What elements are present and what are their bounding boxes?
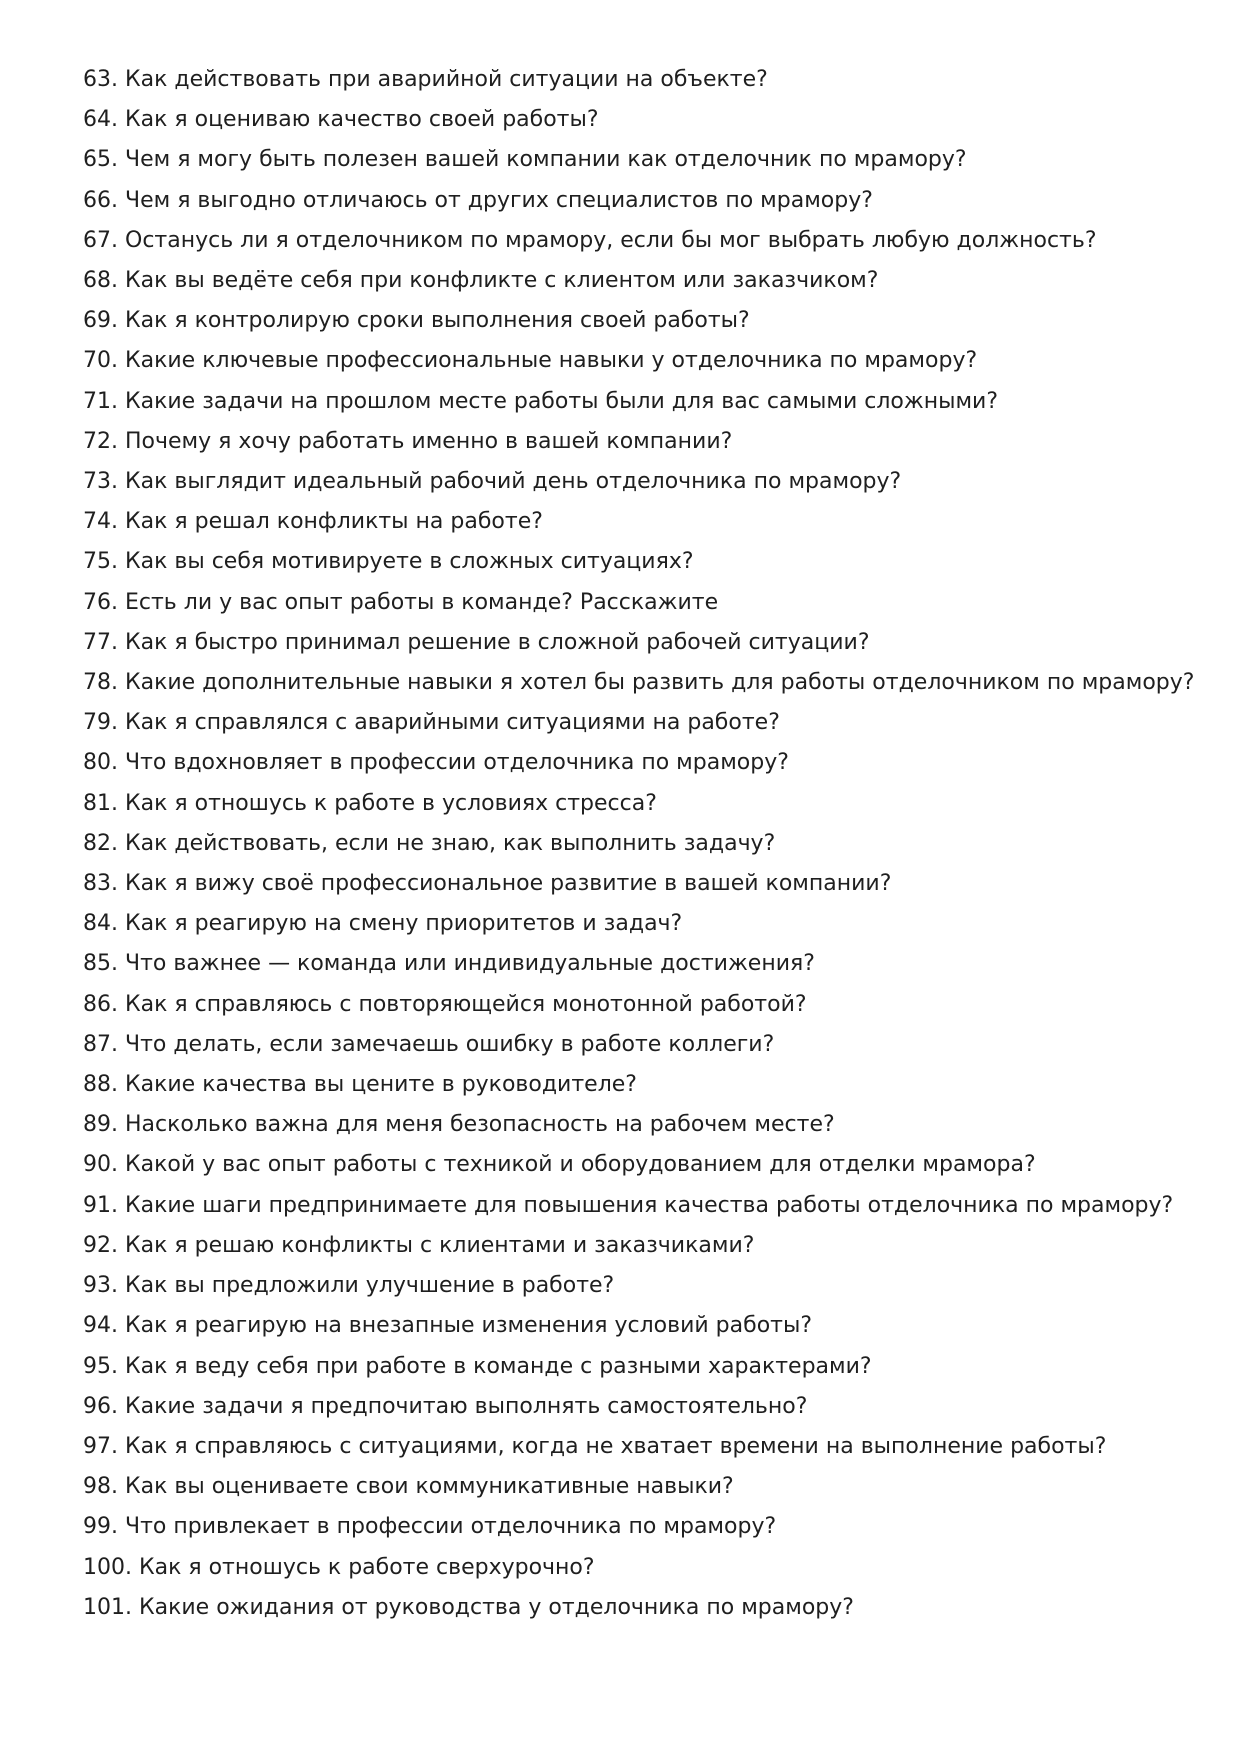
question-text: Что привлекает в профессии отделочника по мрамору?: [125, 1514, 777, 1540]
question-number: 89.: [83, 1112, 118, 1138]
question-text: Почему я хочу работать именно в вашей компании?: [125, 428, 733, 454]
question-item: [83, 261, 1203, 301]
question-item: [83, 301, 1203, 341]
question-number: 92.: [83, 1232, 118, 1258]
question-text: Какие дополнительные навыки я хотел бы развить для работы отделочником по мрамору?: [125, 670, 1195, 696]
question-text: Как вы ведёте себя при конфликте с клиентом или заказчиком?: [125, 268, 879, 294]
question-text: Как я оцениваю качество своей работы?: [125, 107, 599, 133]
question-text: Останусь ли я отделочником по мрамору, если бы мог выбрать любую должность?: [125, 227, 1097, 253]
question-item: [83, 663, 1203, 703]
question-text: Как я решаю конфликты с клиентами и заказчиками?: [125, 1232, 755, 1258]
question-number: 69.: [83, 308, 118, 334]
question-text: Насколько важна для меня безопасность на рабочем месте?: [125, 1112, 835, 1138]
question-text: Что делать, если замечаешь ошибку в работе коллеги?: [125, 1031, 775, 1057]
question-number: 70.: [83, 348, 118, 374]
question-text: Как я отношусь к работе в условиях стресса?: [125, 790, 657, 816]
question-text: Какой у вас опыт работы с техникой и оборудованием для отделки мрамора?: [125, 1152, 1036, 1178]
question-text: Как вы себя мотивируете в сложных ситуациях?: [125, 549, 694, 575]
question-number: 71.: [83, 388, 118, 414]
question-text: Какие задачи я предпочитаю выполнять самостоятельно?: [125, 1393, 808, 1419]
question-item: [83, 382, 1203, 422]
question-number: 88.: [83, 1072, 118, 1098]
question-item: [83, 1588, 1203, 1628]
question-number: 72.: [83, 428, 118, 454]
question-item: [83, 341, 1203, 381]
question-item: [83, 60, 1203, 100]
question-item: [83, 221, 1203, 261]
question-text: Какие задачи на прошлом месте работы были для вас самыми сложными?: [125, 388, 999, 414]
question-item: [83, 1186, 1203, 1226]
question-text: Как действовать, если не знаю, как выполнить задачу?: [125, 830, 776, 856]
question-text: Как я справлялся с аварийными ситуациями на работе?: [125, 710, 780, 736]
question-text: Как я справляюсь с ситуациями, когда не хватает времени на выполнение работы?: [125, 1433, 1107, 1459]
question-number: 77.: [83, 629, 118, 655]
question-item: [83, 1467, 1203, 1507]
question-item: [83, 502, 1203, 542]
question-number: 101.: [83, 1594, 132, 1620]
question-item: [83, 1306, 1203, 1346]
question-text: Какие качества вы цените в руководителе?: [125, 1072, 637, 1098]
question-item: [83, 1266, 1203, 1306]
question-item: [83, 462, 1203, 502]
question-list: [83, 60, 1203, 1628]
question-text: Как я реагирую на смену приоритетов и задач?: [125, 911, 683, 937]
question-item: [83, 1105, 1203, 1145]
question-number: 64.: [83, 107, 118, 133]
question-item: [83, 542, 1203, 582]
question-number: 82.: [83, 830, 118, 856]
question-number: 76.: [83, 589, 118, 615]
question-text: Как действовать при аварийной ситуации на объекте?: [125, 67, 768, 92]
question-number: 80.: [83, 750, 118, 776]
question-text: Как я решал конфликты на работе?: [125, 509, 543, 535]
question-number: 91.: [83, 1192, 118, 1218]
question-text: Есть ли у вас опыт работы в команде? Расскажите: [125, 589, 719, 615]
question-number: 66.: [83, 187, 118, 213]
question-number: 74.: [83, 509, 118, 535]
question-item: [83, 703, 1203, 743]
question-number: 83.: [83, 871, 118, 897]
question-number: 95.: [83, 1353, 118, 1379]
question-number: 99.: [83, 1514, 118, 1540]
question-number: 84.: [83, 911, 118, 937]
question-text: Что вдохновляет в профессии отделочника по мрамору?: [125, 750, 789, 776]
question-text: Чем я могу быть полезен вашей компании как отделочник по мрамору?: [125, 147, 967, 173]
question-text: Как я веду себя при работе в команде с разными характерами?: [125, 1353, 872, 1379]
question-number: 79.: [83, 710, 118, 736]
question-number: 65.: [83, 147, 118, 173]
question-item: [83, 904, 1203, 944]
question-text: Как я отношусь к работе сверхурочно?: [138, 1554, 595, 1580]
question-number: 94.: [83, 1313, 118, 1339]
question-item: [83, 1507, 1203, 1547]
question-text: Чем я выгодно отличаюсь от других специалистов по мрамору?: [125, 187, 873, 213]
question-text: Какие ожидания от руководства у отделочника по мрамору?: [138, 1594, 854, 1620]
question-text: Какие ключевые профессиональные навыки у отделочника по мрамору?: [125, 348, 978, 374]
question-number: 98.: [83, 1474, 118, 1500]
question-item: [83, 1025, 1203, 1065]
question-item: [83, 1427, 1203, 1467]
question-item: [83, 181, 1203, 221]
question-text: Как вы оцениваете свои коммуникативные навыки?: [125, 1474, 734, 1500]
question-item: [83, 1387, 1203, 1427]
question-text: Какие шаги предпринимаете для повышения качества работы отделочника по мрамору?: [125, 1192, 1174, 1218]
question-item: [83, 583, 1203, 623]
question-item: [83, 140, 1203, 180]
question-number: 63.: [83, 67, 118, 92]
question-number: 78.: [83, 670, 118, 696]
question-number: 75.: [83, 549, 118, 575]
question-number: 68.: [83, 268, 118, 294]
question-number: 73.: [83, 469, 118, 495]
question-item: [83, 1065, 1203, 1105]
question-item: [83, 1145, 1203, 1185]
question-text: Как я контролирую сроки выполнения своей работы?: [125, 308, 750, 334]
question-item: [83, 944, 1203, 984]
question-text: Что важнее — команда или индивидуальные достижения?: [125, 951, 815, 977]
question-number: 96.: [83, 1393, 118, 1419]
question-number: 86.: [83, 991, 118, 1017]
question-item: [83, 1548, 1203, 1588]
question-item: [83, 864, 1203, 904]
question-text: Как я справляюсь с повторяющейся монотонной работой?: [125, 991, 807, 1017]
question-item: [83, 824, 1203, 864]
question-text: Как вы предложили улучшение в работе?: [125, 1273, 615, 1299]
question-text: Как я вижу своё профессиональное развитие в вашей компании?: [125, 871, 892, 897]
question-number: 90.: [83, 1152, 118, 1178]
question-number: 97.: [83, 1433, 118, 1459]
question-text: Как я реагирую на внезапные изменения условий работы?: [125, 1313, 813, 1339]
question-number: 87.: [83, 1031, 118, 1057]
question-item: [83, 784, 1203, 824]
question-item: [83, 422, 1203, 462]
question-number: 85.: [83, 951, 118, 977]
question-item: [83, 743, 1203, 783]
question-number: 67.: [83, 227, 118, 253]
question-item: [83, 985, 1203, 1025]
question-text: Как я быстро принимал решение в сложной рабочей ситуации?: [125, 629, 870, 655]
question-number: 81.: [83, 790, 118, 816]
question-item: [83, 1226, 1203, 1266]
question-item: [83, 1347, 1203, 1387]
question-text: Как выглядит идеальный рабочий день отделочника по мрамору?: [125, 469, 902, 495]
question-item: [83, 623, 1203, 663]
question-number: 93.: [83, 1273, 118, 1299]
question-number: 100.: [83, 1554, 132, 1580]
question-item: [83, 100, 1203, 140]
